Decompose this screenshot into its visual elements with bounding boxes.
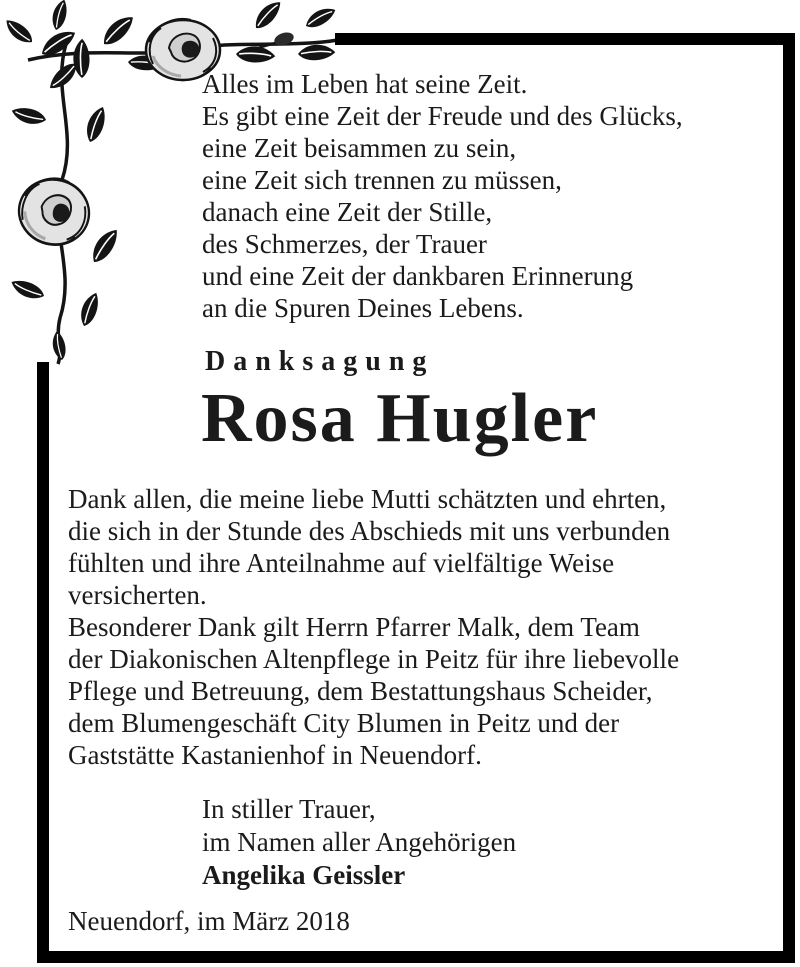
poem-line: eine Zeit beisammen zu sein, <box>202 133 517 163</box>
thanks-line: dem Blumengeschäft City Blumen in Peitz und der <box>68 708 620 738</box>
family-signature: Angelika Geissler <box>202 860 406 890</box>
closing-block <box>202 793 516 892</box>
frame-border-top <box>335 33 795 45</box>
poem <box>202 68 683 324</box>
poem-line: an die Spuren Deines Lebens. <box>202 293 524 323</box>
poem-line: Es gibt eine Zeit der Freude und des Glücks, <box>202 101 683 131</box>
thanks-line: versicherten. <box>68 580 207 610</box>
thanks-line: fühlten und ihre Anteilnahme auf vielfältige Weise <box>68 548 615 578</box>
thanks-line: Dank allen, die meine liebe Mutti schätzten und ehrten, <box>68 484 667 514</box>
frame-border-left <box>37 362 49 963</box>
deceased-name: Rosa Hugler <box>201 380 599 457</box>
thanks-line: der Diakonischen Altenpflege in Peitz für ihre liebevolle <box>68 644 680 674</box>
thanks-line: Besonderer Dank gilt Herrn Pfarrer Malk, dem Team <box>68 612 640 642</box>
danksagung-heading: Danksagung <box>205 346 435 377</box>
closing-line: In stiller Trauer, <box>202 794 376 824</box>
thanks-line: Pflege und Betreuung, dem Bestattungshaus Scheider, <box>68 676 653 706</box>
poem-line: danach eine Zeit der Stille, <box>202 197 493 227</box>
poem-line: Alles im Leben hat seine Zeit. <box>202 69 528 99</box>
place-date: Neuendorf, im März 2018 <box>68 906 350 936</box>
poem-line: und eine Zeit der dankbaren Erinnerung <box>202 261 634 291</box>
thanks-line: Gaststätte Kastanienhof in Neuendorf. <box>68 740 482 770</box>
poem-line: eine Zeit sich trennen zu müssen, <box>202 165 562 195</box>
thanks-text <box>68 483 679 771</box>
closing-line: im Namen aller Angehörigen <box>202 827 517 857</box>
frame-border-right <box>783 33 795 963</box>
frame-border-bottom <box>37 951 795 963</box>
poem-line: des Schmerzes, der Trauer <box>202 229 487 259</box>
thanks-line: die sich in der Stunde des Abschieds mit uns verbunden <box>68 516 671 546</box>
